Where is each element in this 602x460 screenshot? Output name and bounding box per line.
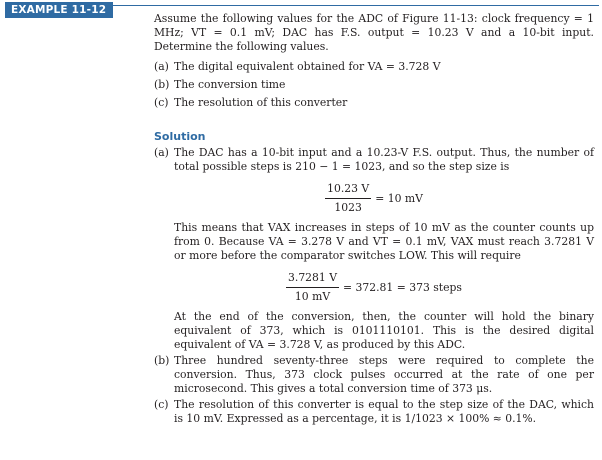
numerator: 3.7281 V (286, 271, 339, 288)
denominator: 1023 (334, 201, 362, 214)
solution-part-b (154, 354, 594, 396)
solution-paragraph: This means that VAX increases in steps of 10 mV as the counter counts up from 0. Because VA = 3.278 V and VT = 0.1 mV, VAX must reach 3.7281 V or more before the comparator switches LOW. This will require (174, 221, 594, 262)
part-label: (c) (154, 96, 169, 109)
equation-result: = 372.81 = 373 steps (343, 280, 462, 294)
part-label: (a) (154, 60, 169, 73)
example-content (154, 12, 594, 426)
solution-paragraph: At the end of the conversion, then, the counter will hold the binary equivalent of 373, which is 0101110101. This is the desired digital equivalent of VA = 3.728 V, as produced by this ADC. (174, 310, 594, 351)
solution-heading: Solution (154, 130, 206, 143)
problem-part-c (154, 96, 594, 110)
part-text: The DAC has a 10-bit input and a 10.23-V F.S. output. Thus, the number of total possible steps is 210 − 1 = 1023, and so the step size is (174, 146, 594, 173)
step-size-equation (154, 182, 594, 215)
problem-part-a (154, 60, 594, 74)
problem-intro: Assume the following values for the ADC of Figure 11-13: clock frequency = 1 MHz; VT = 0.1 mV; DAC has F.S. output = 10.23 V and a 10-bit input. Determine the following values. (154, 12, 594, 53)
steps-equation (154, 271, 594, 304)
numerator: 10.23 V (325, 182, 371, 199)
solution-part-a (154, 146, 594, 174)
example-tag: EXAMPLE 11-12 (5, 2, 113, 18)
denominator: 10 mV (294, 290, 331, 303)
part-label: (b) (154, 78, 170, 91)
part-label: (b) (154, 354, 170, 367)
problem-part-b (154, 78, 594, 92)
fraction (325, 182, 371, 215)
part-text: The resolution of this converter (174, 96, 348, 109)
part-text: The conversion time (174, 78, 286, 91)
solution-part-c (154, 398, 594, 426)
part-text: Three hundred seventy-three steps were required to complete the conversion. Thus, 373 clock pulses occurred at the rate of one per microsecond. This gives a total conversion time of 373 μs. (174, 354, 594, 395)
fraction (286, 271, 339, 304)
part-text: The resolution of this converter is equal to the step size of the DAC, which is 10 mV. Expressed as a percentage, it is 1/1023 × 100% ≈ 0.1%. (174, 398, 594, 425)
part-text: The digital equivalent obtained for VA = 3.728 V (174, 60, 441, 73)
part-label: (a) (154, 146, 169, 159)
part-label: (c) (154, 398, 169, 411)
equation-result: = 10 mV (375, 191, 423, 205)
